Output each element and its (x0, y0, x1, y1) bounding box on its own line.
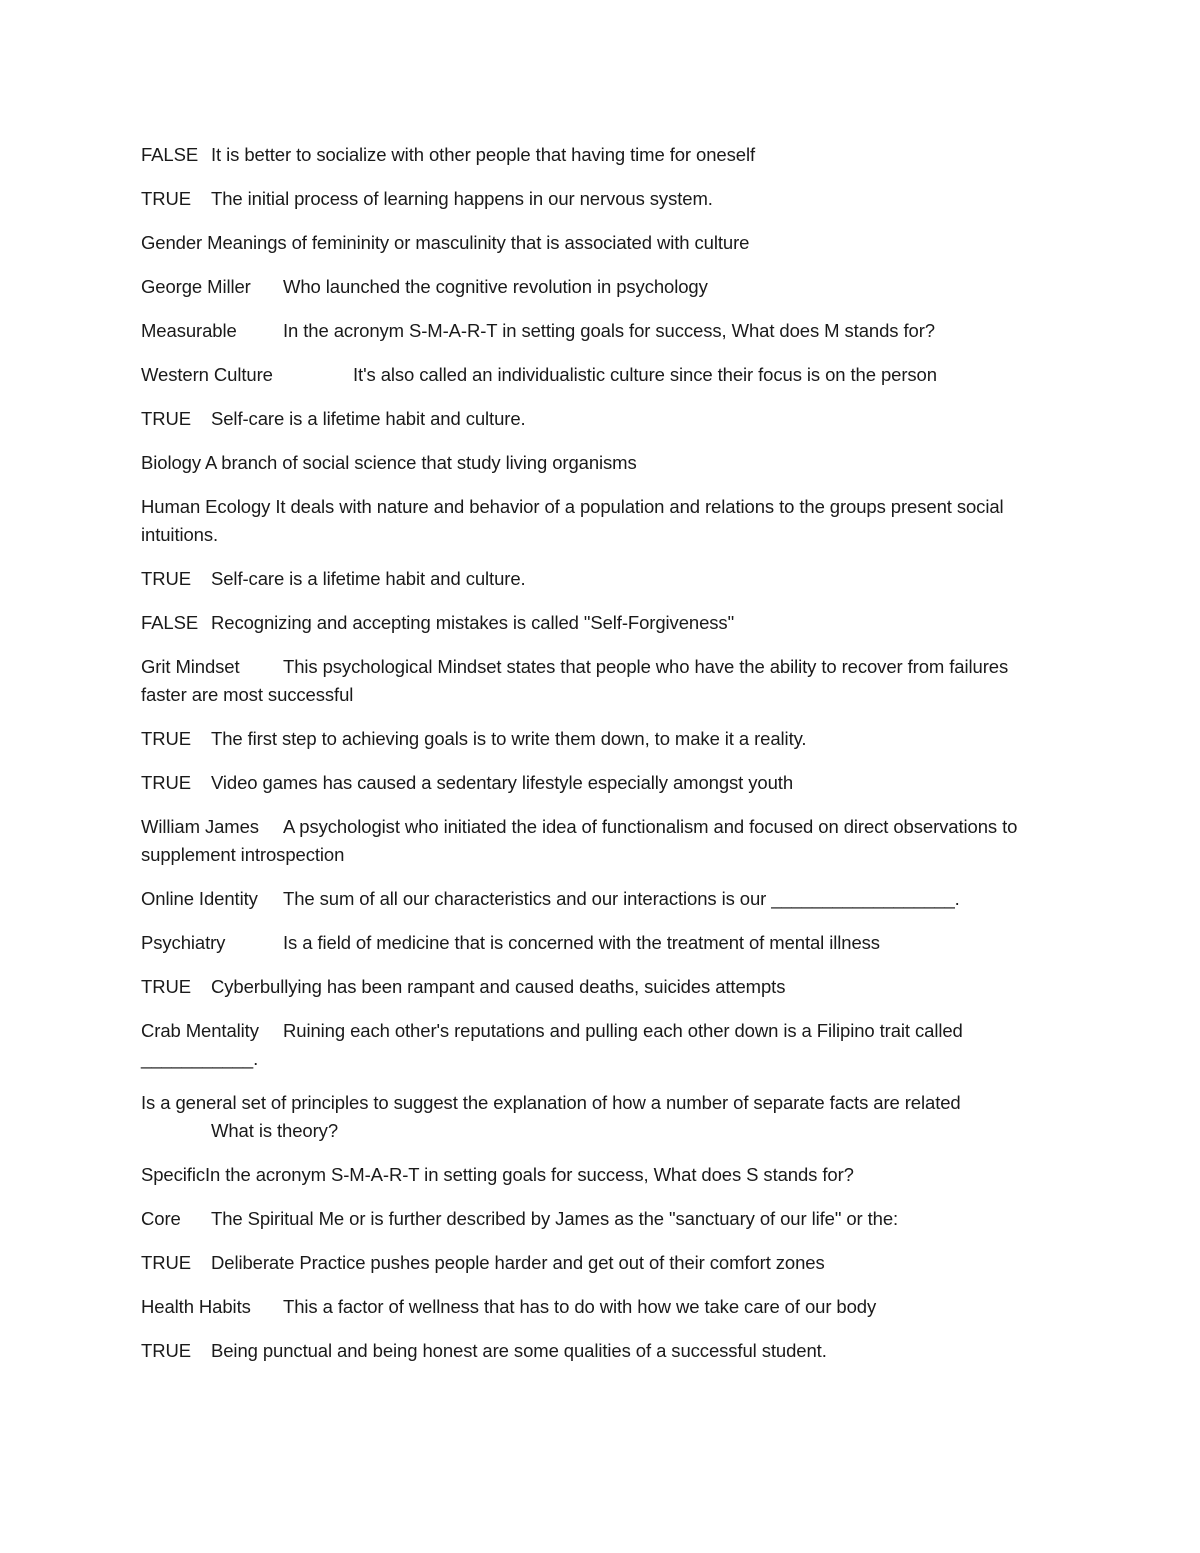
list-item (141, 185, 1041, 213)
entry-term: Core (141, 1208, 181, 1229)
list-item (141, 725, 1041, 753)
entry-term: Psychiatry (141, 932, 226, 953)
list-item (141, 1293, 1041, 1321)
entry-definition: The Spiritual Me or is further described by James as the "sanctuary of our life" or the: (211, 1208, 899, 1229)
entry-term: TRUE (141, 188, 191, 209)
entry-definition: The first step to achieving goals is to write them down, to make it a reality. (211, 728, 807, 749)
entry-definition: Meanings of femininity or masculinity that is associated with culture (207, 232, 750, 253)
entry-definition: It is better to socialize with other people that having time for oneself (211, 144, 755, 165)
entry-term: FALSE (141, 612, 199, 633)
list-item (141, 565, 1041, 593)
entry-term: TRUE (141, 772, 191, 793)
entry-definition: What is theory? (211, 1120, 339, 1141)
list-item (141, 1205, 1041, 1233)
entry-term: Biology (141, 452, 201, 473)
entry-term: Is a general set of principles to suggest the explanation of how a number of separate facts are related (141, 1092, 961, 1113)
list-item (141, 1161, 1041, 1189)
entry-definition: This a factor of wellness that has to do with how we take care of our body (283, 1296, 877, 1317)
list-item (141, 813, 1041, 869)
entry-term: TRUE (141, 568, 191, 589)
entry-term: Health Habits (141, 1296, 251, 1317)
list-item (141, 973, 1041, 1001)
entry-definition: Cyberbullying has been rampant and caused deaths, suicides attempts (211, 976, 786, 997)
entry-term: TRUE (141, 976, 191, 997)
entry-definition: Ruining each other's reputations and pulling each other down is a Filipino trait called ___________. (141, 1020, 968, 1069)
entry-term: TRUE (141, 408, 191, 429)
list-item (141, 1017, 1041, 1073)
list-item (141, 449, 1041, 477)
entry-definition: Self-care is a lifetime habit and culture. (211, 408, 526, 429)
entry-term: TRUE (141, 1252, 191, 1273)
entry-term: Western Culture (141, 364, 273, 385)
list-item (141, 317, 1041, 345)
entry-term: TRUE (141, 728, 191, 749)
list-item (141, 361, 1041, 389)
entry-term: George Miller (141, 276, 251, 297)
entry-definition: It deals with nature and behavior of a population and relations to the groups present social intuitions. (141, 496, 1009, 545)
list-item (141, 929, 1041, 957)
list-item (141, 405, 1041, 433)
list-item (141, 141, 1041, 169)
list-item (141, 769, 1041, 797)
flashcard-list (141, 141, 1041, 1381)
entry-term: TRUE (141, 1340, 191, 1361)
entry-definition: In the acronym S-M-A-R-T in setting goals for success, What does S stands for? (204, 1164, 854, 1185)
entry-term: Online Identity (141, 888, 258, 909)
list-item (141, 1089, 1041, 1145)
entry-term: Measurable (141, 320, 237, 341)
list-item (141, 229, 1041, 257)
entry-definition: Video games has caused a sedentary lifestyle especially amongst youth (211, 772, 794, 793)
list-item (141, 653, 1041, 709)
list-item (141, 1337, 1041, 1365)
entry-definition: It's also called an individualistic culture since their focus is on the person (353, 364, 937, 385)
entry-term: Crab Mentality (141, 1020, 259, 1041)
entry-definition: This psychological Mindset states that people who have the ability to recover from failures faster are most successful (141, 656, 1014, 705)
entry-definition: Who launched the cognitive revolution in psychology (283, 276, 708, 297)
entry-definition: The sum of all our characteristics and our interactions is our __________________. (283, 888, 960, 909)
entry-term: Gender (141, 232, 203, 253)
entry-definition: Recognizing and accepting mistakes is called "Self-Forgiveness" (211, 612, 735, 633)
entry-term: FALSE (141, 144, 199, 165)
list-item (141, 493, 1041, 549)
entry-definition: The initial process of learning happens in our nervous system. (211, 188, 713, 209)
list-item (141, 273, 1041, 301)
list-item (141, 885, 1041, 913)
entry-definition: In the acronym S-M-A-R-T in setting goals for success, What does M stands for? (283, 320, 935, 341)
list-item (141, 1249, 1041, 1277)
entry-term: Human Ecology (141, 496, 271, 517)
entry-definition: Is a field of medicine that is concerned with the treatment of mental illness (283, 932, 880, 953)
list-item (141, 609, 1041, 637)
entry-definition: Being punctual and being honest are some qualities of a successful student. (211, 1340, 827, 1361)
entry-definition: Deliberate Practice pushes people harder and get out of their comfort zones (211, 1252, 825, 1273)
entry-definition: A branch of social science that study living organisms (205, 452, 637, 473)
entry-term: William James (141, 816, 259, 837)
entry-term: Grit Mindset (141, 656, 240, 677)
entry-definition: A psychologist who initiated the idea of functionalism and focused on direct observations to supplement introspection (141, 816, 1023, 865)
entry-definition: Self-care is a lifetime habit and culture. (211, 568, 526, 589)
entry-term: Specific (141, 1164, 205, 1185)
